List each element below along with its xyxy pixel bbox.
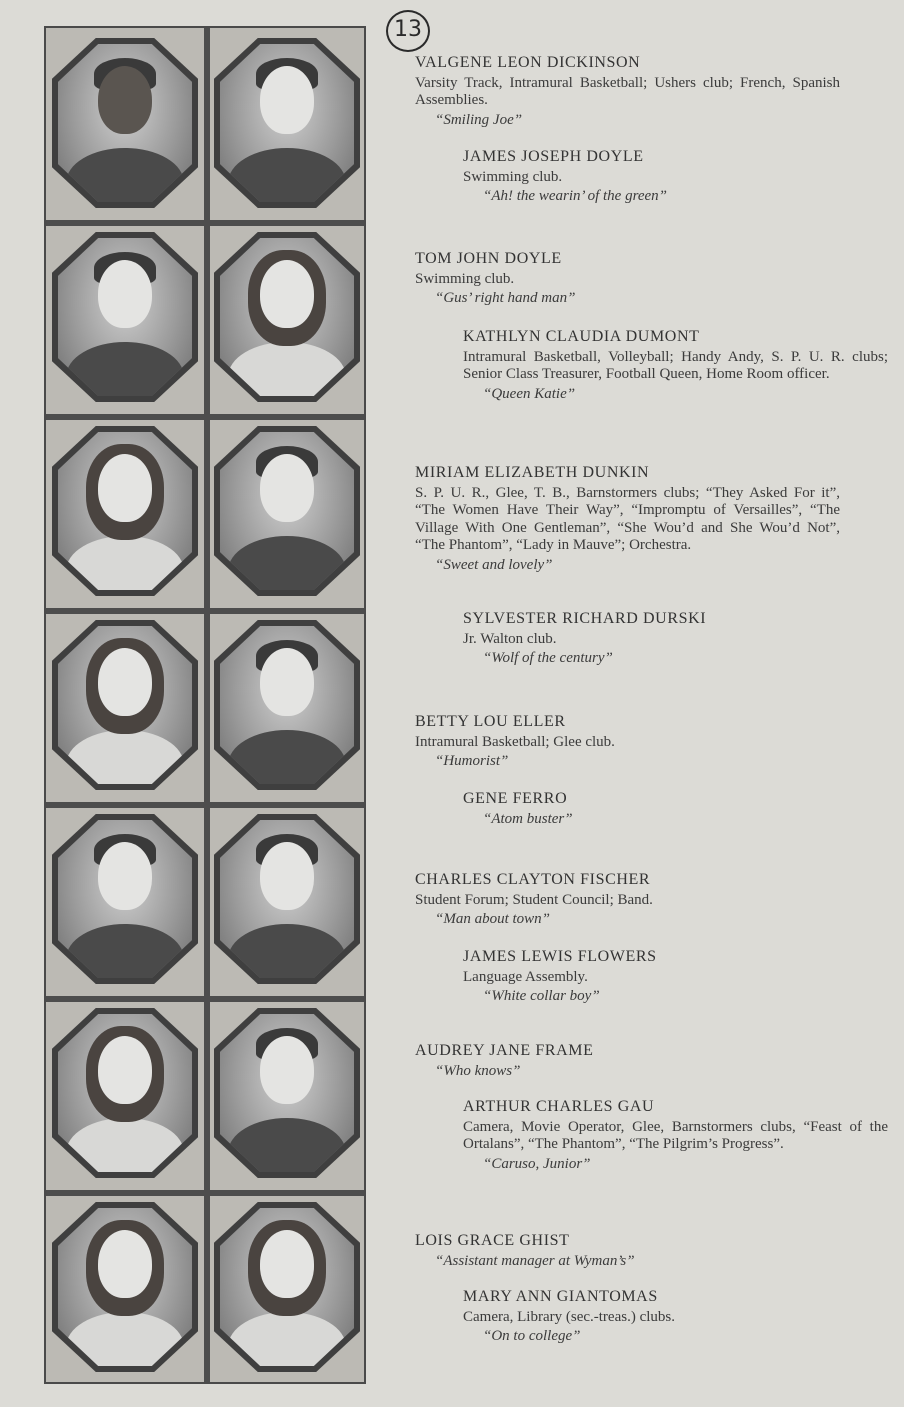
student-name: TOM JOHN DOYLE [415,250,562,267]
portrait-head [98,260,152,328]
portrait-cell [48,28,204,222]
student-entry [463,948,888,1006]
photo-strip [44,26,366,1384]
student-nickname: “Ah! the wearin’ of the green” [483,188,668,204]
student-name: CHARLES CLAYTON FISCHER [415,871,651,888]
student-nickname: “Gus’ right hand man” [435,290,576,306]
portrait-head [98,1036,152,1104]
student-name: MARY ANN GIANTOMAS [463,1288,658,1305]
photo-row [46,416,364,610]
photo-row [46,998,364,1192]
student-activities: Intramural Basketball, Volleyball; Handy Andy, S. P. U. R. clubs; Senior Class Treasurer, Football Queen, Home Room officer. [463,348,888,382]
student-name: GENE FERRO [463,790,568,807]
student-name: KATHLYN CLAUDIA DUMONT [463,328,700,345]
portrait-photo [220,238,354,396]
page-number: 13 [386,10,430,52]
student-entry [463,790,888,828]
student-activities: Camera, Library (sec.-treas.) clubs. [463,1308,675,1325]
student-activities: S. P. U. R., Glee, T. B., Barnstormers clubs; “They Asked For it”, “The Women Have Their Way”, “Impromptu of Versailles”, “The Village With One Gentleman”, “She Wou’d and She Wou’d Not”, “The Phantom”, “Lady in Mauve”; Orchestra. [415,484,840,553]
portrait-cell [48,998,204,1192]
photo-row [46,804,364,998]
student-entry [415,464,840,574]
portrait-photo [220,1014,354,1172]
student-activities: Intramural Basketball; Glee club. [415,733,615,750]
student-activities: Swimming club. [415,270,515,287]
portrait-head [260,648,314,716]
student-nickname: “Who knows” [435,1062,521,1079]
student-nickname: “Caruso, Junior” [483,1155,591,1172]
student-entry [463,1288,888,1346]
student-name: JAMES JOSEPH DOYLE [463,148,644,165]
portrait-photo [58,626,192,784]
student-entry [463,148,888,206]
photo-row [46,222,364,416]
student-activities: Student Forum; Student Council; Band. [415,891,653,908]
student-nickname: “Queen Katie” [483,385,576,402]
student-nickname: “Wolf of the century” [483,650,613,666]
student-entry [463,1098,888,1173]
student-name: AUDREY JANE FRAME [415,1042,594,1059]
portrait-photo [58,820,192,978]
portrait-photo [220,432,354,590]
student-nickname: “Man about town” [435,911,551,927]
student-activities: Jr. Walton club. [463,630,557,647]
portrait-cell [210,610,366,804]
portrait-photo [58,1014,192,1172]
portrait-head [260,1036,314,1104]
student-name: MIRIAM ELIZABETH DUNKIN [415,464,650,481]
photo-row [46,1192,364,1386]
portrait-cell [48,610,204,804]
student-name: SYLVESTER RICHARD DURSKI [463,610,707,627]
portrait-cell [210,804,366,998]
student-nickname: “Atom buster” [483,810,573,827]
portrait-head [98,66,152,134]
portrait-cell [210,416,366,610]
portrait-photo [58,1208,192,1366]
portrait-photo [58,432,192,590]
student-name: ARTHUR CHARLES GAU [463,1098,655,1115]
portrait-head [260,1230,314,1298]
student-activities: Language Assembly. [463,968,588,985]
student-nickname: “Humorist” [435,753,509,769]
student-entry [415,54,840,129]
portrait-head [260,66,314,134]
student-nickname: “Smiling Joe” [435,111,523,128]
portrait-photo [58,44,192,202]
portrait-photo [220,820,354,978]
student-entry [415,250,840,308]
student-activities: Camera, Movie Operator, Glee, Barnstormers clubs, “Feast of the Ortalans”, “The Phantom”, “The Pilgrim’s Progress”. [463,1118,888,1152]
student-entry [463,610,888,668]
student-nickname: “Sweet and lovely” [435,556,553,573]
student-name: JAMES LEWIS FLOWERS [463,948,657,965]
student-activities: Varsity Track, Intramural Basketball; Ushers club; French, Spanish Assemblies. [415,74,840,108]
photo-row [46,610,364,804]
portrait-photo [220,1208,354,1366]
student-entry [415,1232,840,1270]
portrait-head [98,1230,152,1298]
student-entry [415,1042,840,1080]
student-name: VALGENE LEON DICKINSON [415,54,641,71]
student-nickname: “On to college” [483,1328,581,1344]
portrait-head [98,648,152,716]
portrait-cell [210,28,366,222]
portrait-head [98,842,152,910]
portrait-photo [58,238,192,396]
portrait-cell [210,1192,366,1386]
photo-row [46,28,364,222]
portrait-photo [220,626,354,784]
portrait-head [260,842,314,910]
student-nickname: “White collar boy” [483,988,600,1004]
portrait-head [260,260,314,328]
student-entry [463,328,888,403]
student-entry [415,871,840,929]
student-name: BETTY LOU ELLER [415,713,566,730]
student-entry [415,713,840,771]
portrait-photo [220,44,354,202]
student-name: LOIS GRACE GHIST [415,1232,570,1249]
portrait-cell [210,998,366,1192]
student-activities: Swimming club. [463,168,563,185]
portrait-cell [210,222,366,416]
student-nickname: “Assistant manager at Wyman’s” [435,1252,635,1269]
portrait-head [98,454,152,522]
portrait-cell [48,222,204,416]
portrait-cell [48,804,204,998]
portrait-cell [48,1192,204,1386]
portrait-head [260,454,314,522]
portrait-cell [48,416,204,610]
